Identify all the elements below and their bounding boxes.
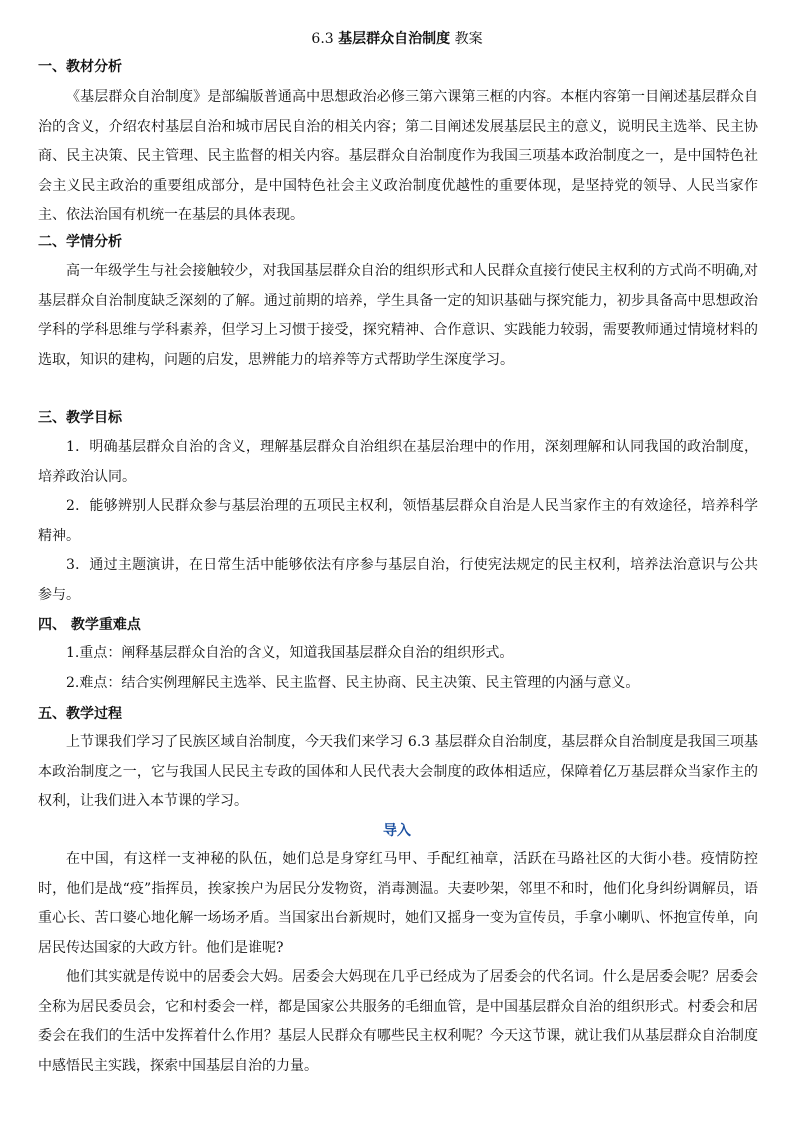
paragraph-student-analysis: 高一年级学生与社会接触较少，对我国基层群众自治的组织形式和人民群众直接行使民主权利的方式尚不明确,对基层群众自治制度缺乏深刻的了解。通过前期的培养，学生具备一定的知识基础与探究能力，初步具备高中思想政治学科的学科思维与学科素养，但学习上习惯于接受，探究精神、合作意识、实践能力较弱，需要教师通过情境材料的选取，知识的建构，问题的启发，思辨能力的培养等方式帮助学生深度学习。 [38, 263, 758, 368]
paragraph-key-points: 1.重点：阐释基层群众自治的含义，知道我国基层群众自治的组织形式。 [66, 645, 514, 661]
section-heading-material-analysis: 一、教材分析 [38, 59, 122, 75]
title-prefix: 6.3 [311, 31, 334, 47]
paragraph-objective-2: 2．能够辨别人民群众参与基层治理的五项民主权利，领悟基层群众自治是人民当家作主的有效途径，培养科学精神。 [38, 498, 758, 544]
paragraph-objective-3: 3．通过主题演讲，在日常生活中能够依法有序参与基层自治，行使宪法规定的民主权利，培养法治意识与公共参与。 [38, 557, 758, 603]
paragraph-introduction-story: 在中国，有这样一支神秘的队伍，她们总是身穿红马甲、手配红袖章，活跃在马路社区的大街小巷。疫情防控时，他们是战“疫”指挥员，挨家挨户为居民分发物资，消毒测温。夫妻吵架，邻里不和时，他们化身纠纷调解员，语重心长、苦口婆心地化解一场场矛盾。当国家出台新规时，她们又摇身一变为宣传员，手拿小喇叭、怀抱宣传单，向居民传达国家的大政方针。他们是谁呢? [38, 851, 758, 956]
paragraph-material-analysis: 《基层群众自治制度》是部编版普通高中思想政治必修三第六课第三框的内容。本框内容第一目阐述基层群众自治的含义，介绍农村基层自治和城市居民自治的相关内容；第二目阐述发展基层民主的意义，说明民主选举、民主协商、民主决策、民主管理、民主监督的相关内容。基层群众自治制度作为我国三项基本政治制度之一，是中国特色社会主义民主政治的重要组成部分，是中国特色社会主义政治制度优越性的重要体现，是坚持党的领导、人民当家作主、依法治国有机统一在基层的具体表现。 [38, 89, 758, 223]
section-heading-teaching-objectives: 三、教学目标 [38, 410, 122, 426]
document-title [0, 30, 794, 48]
paragraph-objective-1: 1．明确基层群众自治的含义，理解基层群众自治组织在基层治理中的作用，深刻理解和认同我国的政治制度，培养政治认同。 [38, 439, 758, 485]
section-heading-key-difficult-points: 四、 教学重难点 [38, 617, 141, 633]
paragraph-process-intro: 上节课我们学习了民族区域自治制度，今天我们来学习 6.3 基层群众自治制度，基层群众自治制度是我国三项基本政治制度之一，它与我国人民民主专政的国体和人民代表大会制度的政体相适应，保障着亿万基层群众当家作主的权利，让我们进入本节课的学习。 [38, 734, 758, 809]
title-suffix: 教案 [454, 31, 483, 47]
paragraph-introduction-explanation: 他们其实就是传说中的居委会大妈。居委会大妈现在几乎已经成为了居委会的代名词。什么是居委会呢？居委会全称为居民委员会，它和村委会一样，都是国家公共服务的毛细血管，是中国基层群众自治的组织形式。村委会和居委会在我们的生活中发挥着什么作用？基层人民群众有哪些民主权利呢？今天这节课，就让我们从基层群众自治制度中感悟民主实践，探索中国基层自治的力量。 [38, 969, 758, 1074]
title-main: 基层群众自治制度 [338, 31, 451, 47]
paragraph-difficult-points: 2.难点：结合实例理解民主选举、民主监督、民主协商、民主决策、民主管理的内涵与意义。 [66, 675, 640, 691]
section-heading-teaching-process: 五、教学过程 [38, 706, 122, 722]
section-heading-student-analysis: 二、学情分析 [38, 234, 122, 250]
sub-heading-introduction: 导入 [383, 823, 411, 839]
